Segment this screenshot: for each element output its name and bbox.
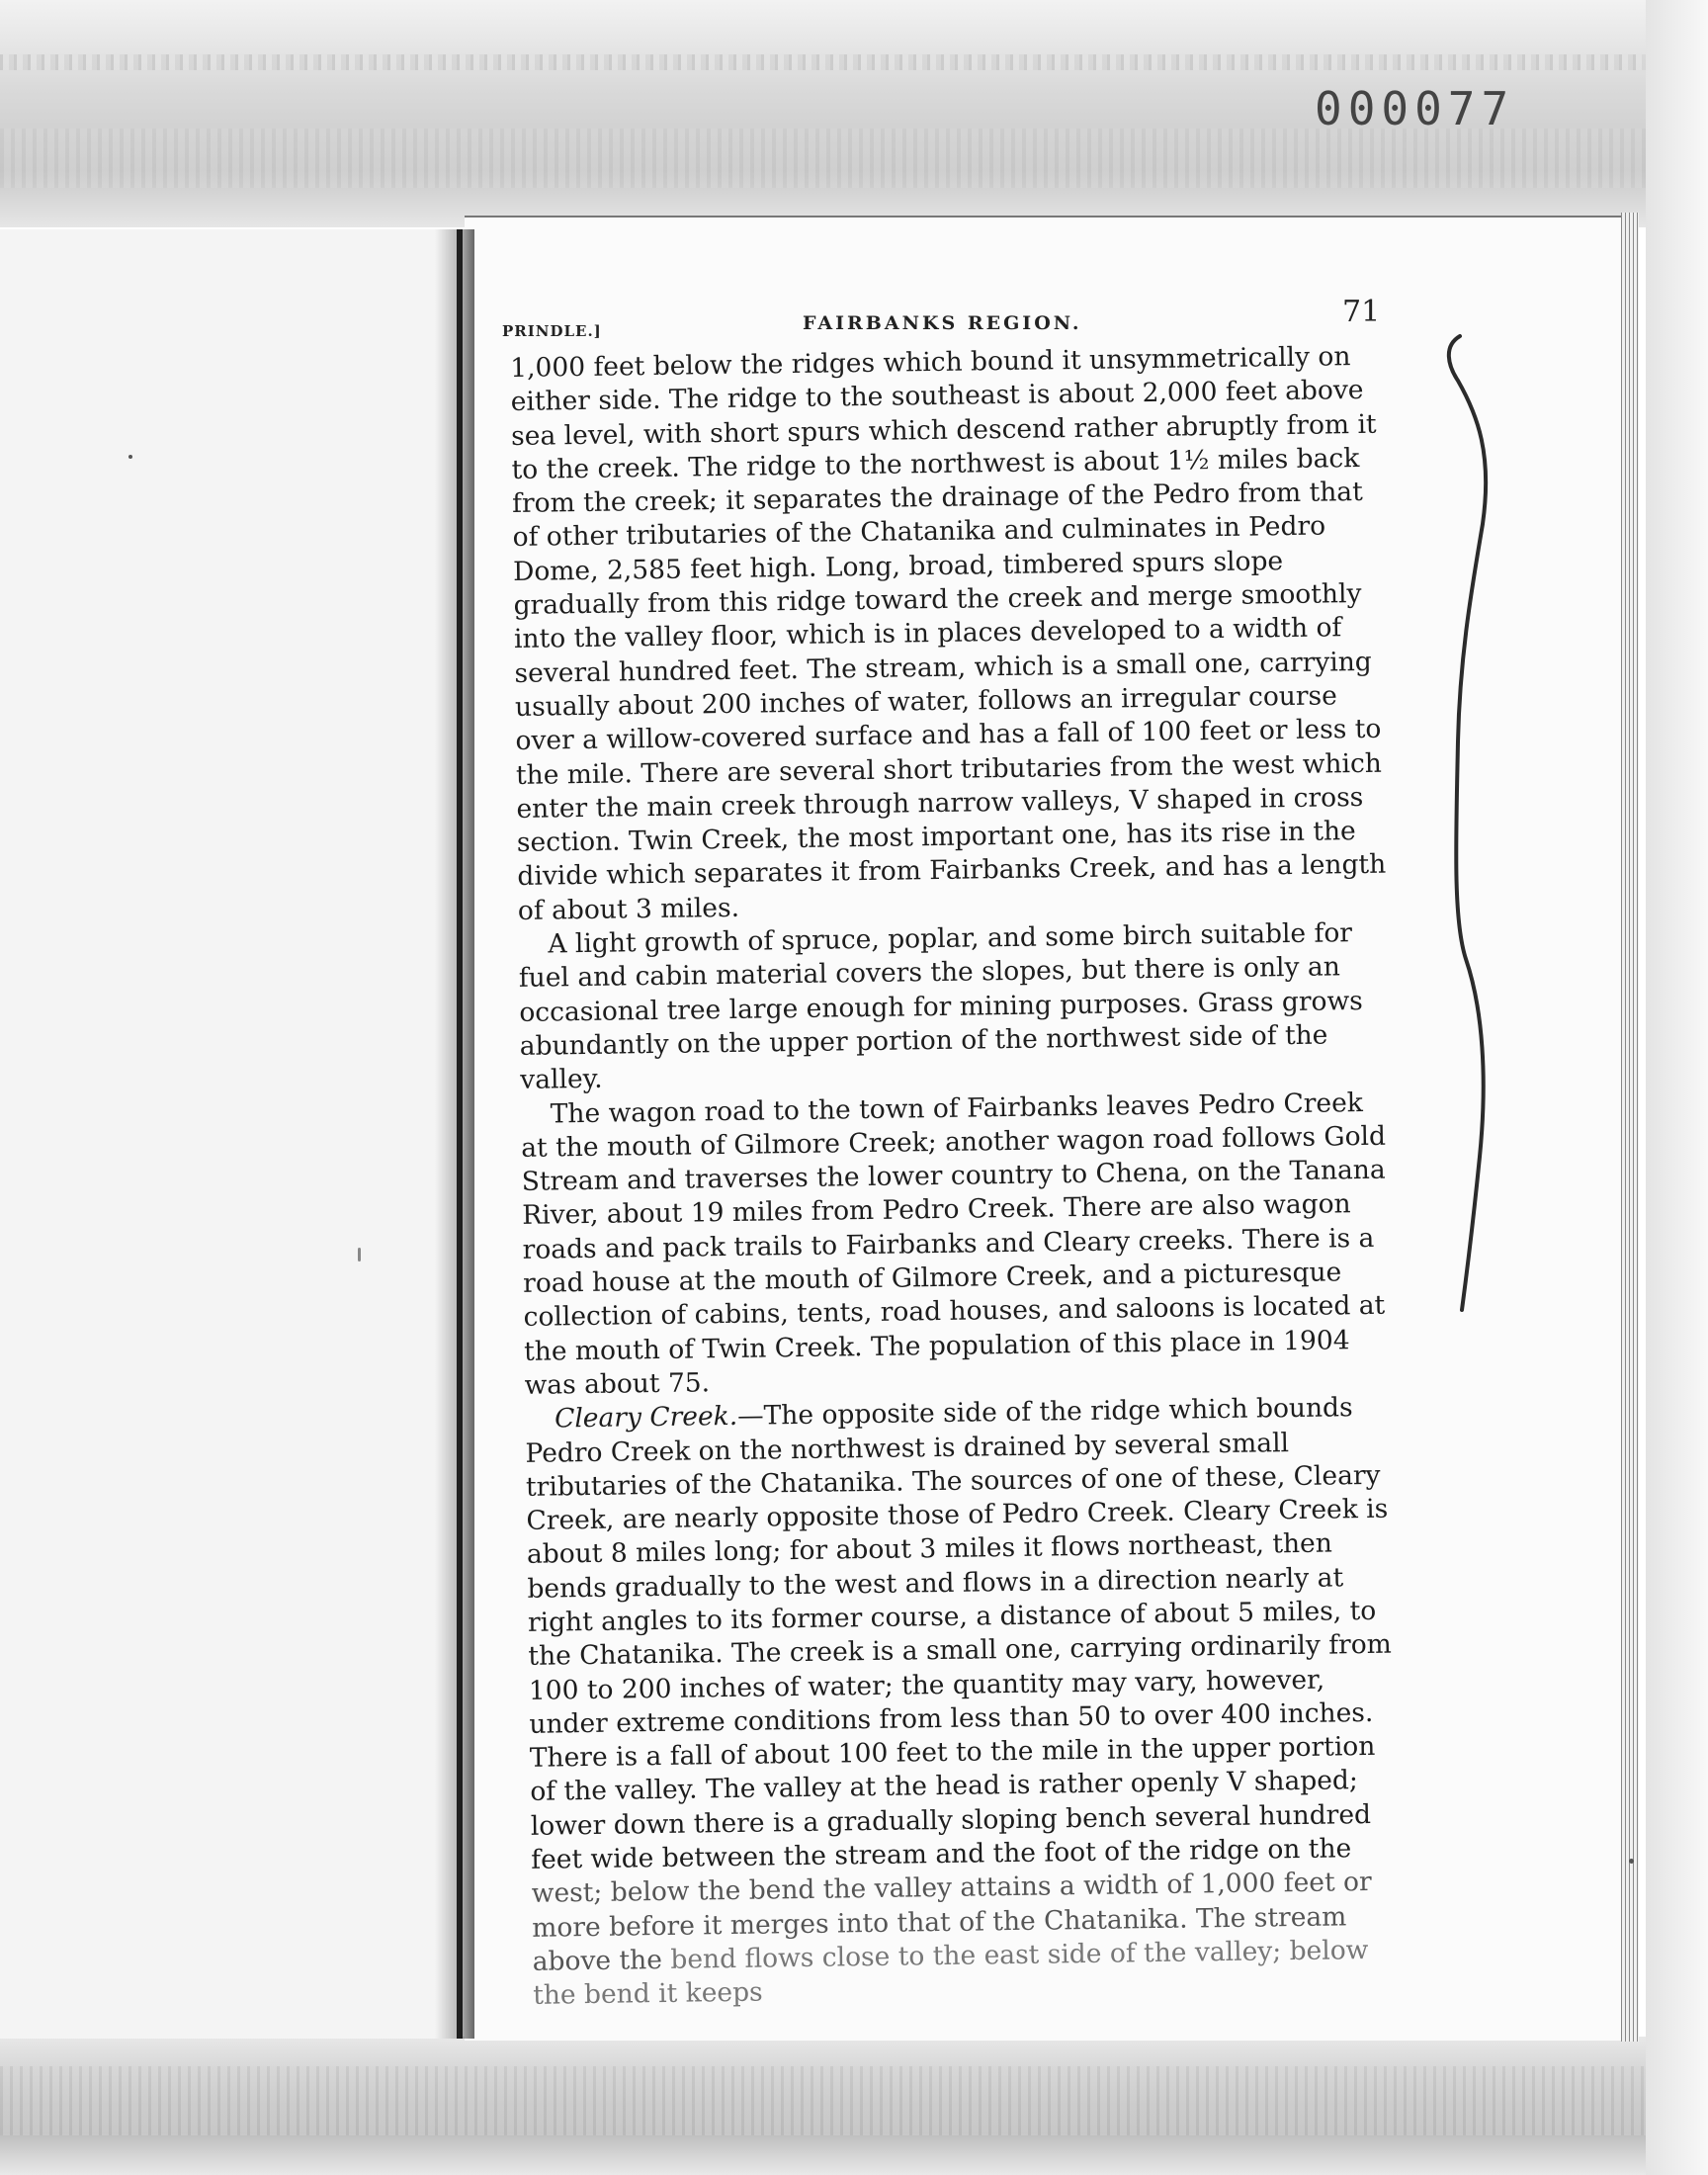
text-line: 1,000 feet below the ridges which bound it unsymmetrically on either [510,341,1351,418]
document-number-stamp: 000077 [1315,82,1515,135]
text-line: Creek. The population of this place in 1904 was about 75. [524,1324,1350,1401]
text-line: west which enter the main creek through narrow valleys, V shaped in [516,747,1383,825]
page-number: 71 [1342,295,1381,329]
scan-bottom-margin [0,2037,1708,2175]
text-line: irregular course over a willow-covered surface and has a fall of 100 [515,680,1338,757]
text-line: The ridge to the northwest is about 1½ miles back from the creek; it [511,442,1360,520]
scan-right-margin [1646,0,1708,2175]
text-line: Stream and traverses the lower country to Chena, on the Tanana [521,1154,1386,1198]
text-line: cross section. Twin Creek, the most important one, has its rise in the [516,781,1364,859]
text-line: the mouth of Gilmore Creek; another wagon road follows Gold [555,1120,1387,1164]
paragraph-vegetation [518,916,1394,1098]
paragraph-roads [521,1086,1399,1403]
text-line: cabins, tents, road houses, and saloons is located at the mouth of Twin [523,1290,1386,1367]
text-line: and pack trails to Fairbanks and Cleary creeks. There is a road [522,1222,1375,1299]
text-line: The wagon road to the town of Fairbanks leaves Pedro Creek at [521,1087,1364,1164]
text-line: for about 3 miles it flows northeast, then bends gradually to the west [527,1527,1333,1605]
text-line: bend flows close to the east side of the valley; below the bend it keeps [532,1934,1369,2012]
text-line: Chatanika. The sources of one of these, Cleary Creek, are nearly [526,1459,1381,1536]
text-line: creek and merge smoothly into the valley floor, which is in places [513,578,1362,655]
text-line-rest: —The opposite side of the ridge which bounds Pedro [525,1392,1353,1469]
text-line: and flows in a direction nearly at right angles to its former course, a [527,1562,1344,1638]
text-line: about 3 miles. [551,892,740,926]
text-line: upper portion of the valley. The valley at the head is rather openly [530,1731,1376,1808]
book-gutter [435,229,474,2039]
text-line: may vary, however, under extreme conditions from less than 50 to [529,1664,1325,1740]
running-head-title: FAIRBANKS REGION. [803,312,1082,334]
text-line: side. The ridge to the southeast is about 2,000 feet above sea level, [510,375,1364,452]
scan-speck [128,455,132,459]
text-line: west; below the bend the valley attains a width of 1,000 feet or more [531,1867,1372,1944]
handwritten-margin-bracket [1438,326,1507,1315]
body-text [510,340,1407,2014]
text-line: separates the drainage of the Pedro from that of other tributaries of [512,477,1363,554]
text-line: River, about 19 miles from Pedro Creek. There are also wagon roads [521,1188,1351,1265]
text-line: on the upper portion of the northwest side of the valley. [520,1019,1328,1096]
text-line: hundred feet wide between the stream and the foot of the ridge on the [531,1798,1372,1875]
text-line: V shaped; lower down there is a gradually sloping bench several [530,1765,1359,1842]
text-line: before it merges into that of the Chatanika. The stream above the [532,1900,1347,1977]
text-line: over 400 inches. There is a fall of about 100 feet to the mile in the [529,1696,1374,1775]
text-line: the Chatanika and culminates in Pedro Dome, 2,585 feet high. Long, [512,510,1326,587]
page-stack-edge [1621,213,1639,2042]
running-head-author: PRINDLE.] [502,322,602,340]
text-line: carrying ordinarily from 100 to 200 inches of water; the quantity [528,1628,1393,1706]
text-line: broad, timbered spurs slope gradually from this ridge toward the [513,545,1284,622]
text-line: distance of about 5 miles, to the Chatanika. The creek is a small one, [528,1595,1377,1673]
text-line: and cabin material covers the slopes, but there is only an occasional [519,951,1341,1028]
text-line: tree large enough for mining purposes. Grass grows abundantly [519,985,1363,1062]
text-line: feet or less to the mile. There are several short tributaries from the [515,713,1382,791]
text-line: Creek on the northwest is drained by several small tributaries of the [525,1427,1290,1503]
scan-speck [358,1248,361,1262]
scan-speck [1629,1859,1634,1864]
text-line: divide which separates it from Fairbanks Creek, and has a length of [517,849,1387,926]
section-heading-cleary-creek: Cleary Creek. [554,1401,738,1435]
text-line: with short spurs which descend rather abruptly from it to the creek. [511,408,1377,485]
text-line: A light growth of spruce, poplar, and some birch suitable for fuel [518,917,1353,995]
left-page-blank [0,229,463,2039]
text-line: developed to a width of several hundred feet. The stream, which is [514,612,1342,689]
text-line: a small one, carrying usually about 200 inches of water, follows an [514,646,1372,723]
paragraph-cleary-creek [525,1391,1408,2014]
text-line: opposite those of Pedro Creek. Cleary Creek is about 8 miles long; [526,1493,1389,1571]
paragraph-pedro-creek-description [510,340,1392,928]
text-line: house at the mouth of Gilmore Creek, and a picturesque collection of [523,1257,1342,1334]
